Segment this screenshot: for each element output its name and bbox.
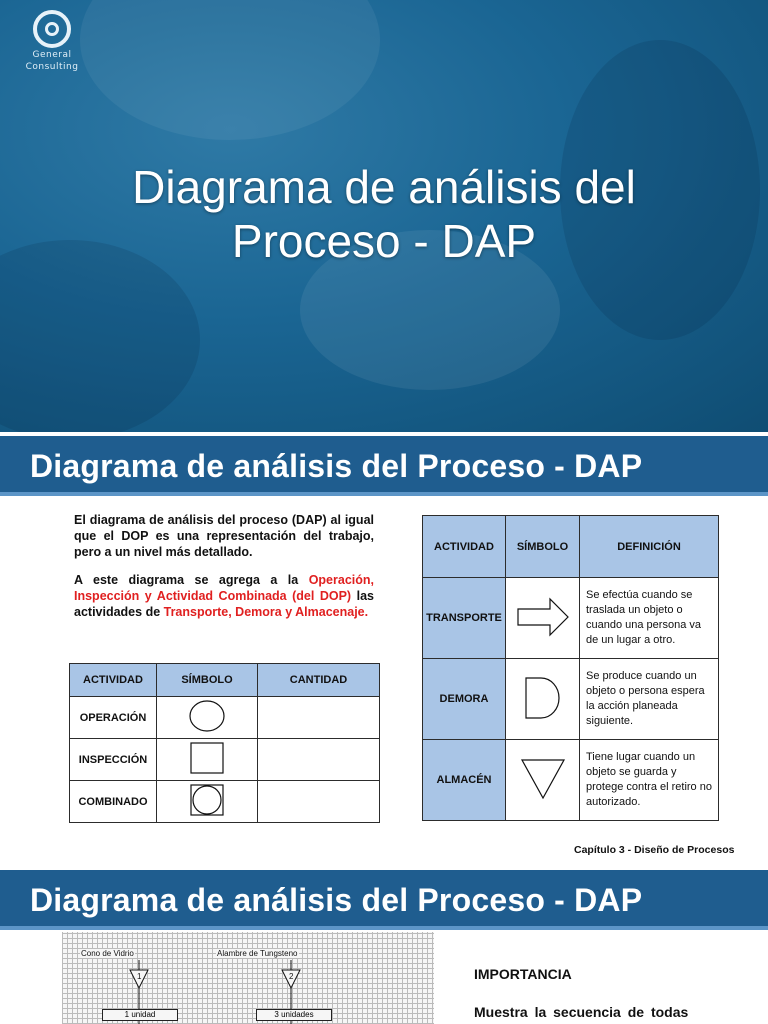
- diagram-label: Alambre de Tungsteno: [217, 949, 298, 958]
- title-slide: [0, 0, 768, 432]
- table-header-row: [70, 664, 380, 697]
- symbol-cell: [506, 659, 580, 740]
- column-header: SÍMBOLO: [157, 664, 258, 697]
- logo-text-line1: General: [32, 50, 72, 60]
- circle-icon: [187, 699, 227, 733]
- square-icon: [187, 741, 227, 775]
- company-logo: [22, 10, 82, 80]
- quantity-box: 3 unidades: [256, 1009, 332, 1021]
- step-number: 1: [137, 972, 142, 981]
- column-header: ACTIVIDAD: [70, 664, 157, 697]
- slide-title-line1: Diagrama de análisis del: [132, 161, 636, 213]
- activity-cell: ALMACÉN: [423, 740, 506, 821]
- chapter-caption: Capítulo 3 - Diseño de Procesos: [574, 844, 735, 856]
- dap-importance-slide: [0, 870, 768, 1024]
- column-header: SÍMBOLO: [506, 516, 580, 578]
- definition-cell: Se efectúa cuando se traslada un objeto o cuando una persona va de un lugar a otro.: [580, 578, 719, 659]
- table-row: [423, 659, 719, 740]
- quantity-cell: [258, 739, 380, 781]
- table-row: [423, 740, 719, 821]
- definition-cell: Se produce cuando un objeto o persona espera la acción planeada siguiente.: [580, 659, 719, 740]
- table-row: [70, 739, 380, 781]
- intro-paragraph-2: [74, 572, 374, 620]
- symbol-cell: [506, 740, 580, 821]
- symbols-definition-table: [422, 515, 719, 821]
- slide-title: [0, 160, 768, 268]
- table-header-row: [423, 516, 719, 578]
- activity-cell: INSPECCIÓN: [70, 739, 157, 781]
- activity-cell: COMBINADO: [70, 781, 157, 823]
- diagram-label: Cono de Vidrio: [81, 949, 134, 958]
- quantity-cell: [258, 781, 380, 823]
- text-span: A este diagrama se agrega a la: [74, 573, 309, 587]
- column-header: CANTIDAD: [258, 664, 380, 697]
- symbol-cell: [157, 697, 258, 739]
- quantity-cell: [258, 697, 380, 739]
- definition-cell: Tiene lugar cuando un objeto se guarda y protege contra el retiro no autorizado.: [580, 740, 719, 821]
- activity-cell: DEMORA: [423, 659, 506, 740]
- process-diagram: [62, 932, 434, 1024]
- highlight-text: Transporte, Demora y Almacenaje.: [163, 605, 369, 619]
- symbol-cell: [157, 781, 258, 823]
- intro-paragraph-1: El diagrama de análisis del proceso (DAP) al igual que el DOP es una representación del trabajo, pero a un nivel más detallado.: [74, 513, 374, 559]
- intro-text: [74, 512, 374, 632]
- importance-text: Muestra la secuencia de todas: [474, 1004, 689, 1020]
- symbol-cell: [157, 739, 258, 781]
- activity-cell: TRANSPORTE: [423, 578, 506, 659]
- text-span: las actividades de: [74, 589, 374, 619]
- highlight-text: Operación, Inspección y Actividad Combinada (del DOP): [74, 573, 374, 603]
- table-row: [70, 697, 380, 739]
- table-row: [423, 578, 719, 659]
- logo-text-line2: Consulting: [25, 62, 79, 72]
- quantity-box: 1 unidad: [102, 1009, 178, 1021]
- background-decoration: [0, 240, 200, 432]
- column-header: ACTIVIDAD: [423, 516, 506, 578]
- column-header: DEFINICIÓN: [580, 516, 719, 578]
- step-number: 2: [289, 972, 294, 981]
- symbols-count-table: [69, 663, 380, 823]
- activity-cell: OPERACIÓN: [70, 697, 157, 739]
- triangle-down-icon: [519, 757, 567, 801]
- logo-icon: [33, 10, 71, 48]
- slide-header: Diagrama de análisis del Proceso - DAP: [0, 870, 768, 930]
- importance-title: IMPORTANCIA: [474, 966, 572, 982]
- arrow-right-icon: [516, 596, 570, 638]
- slide-title-line2: Proceso - DAP: [231, 215, 537, 267]
- circle-in-square-icon: [187, 783, 227, 817]
- slide-header: Diagrama de análisis del Proceso - DAP: [0, 436, 768, 496]
- dap-definition-slide: [0, 436, 768, 866]
- background-decoration: [80, 0, 380, 140]
- table-row: [70, 781, 380, 823]
- symbol-cell: [506, 578, 580, 659]
- d-shape-icon: [523, 675, 563, 721]
